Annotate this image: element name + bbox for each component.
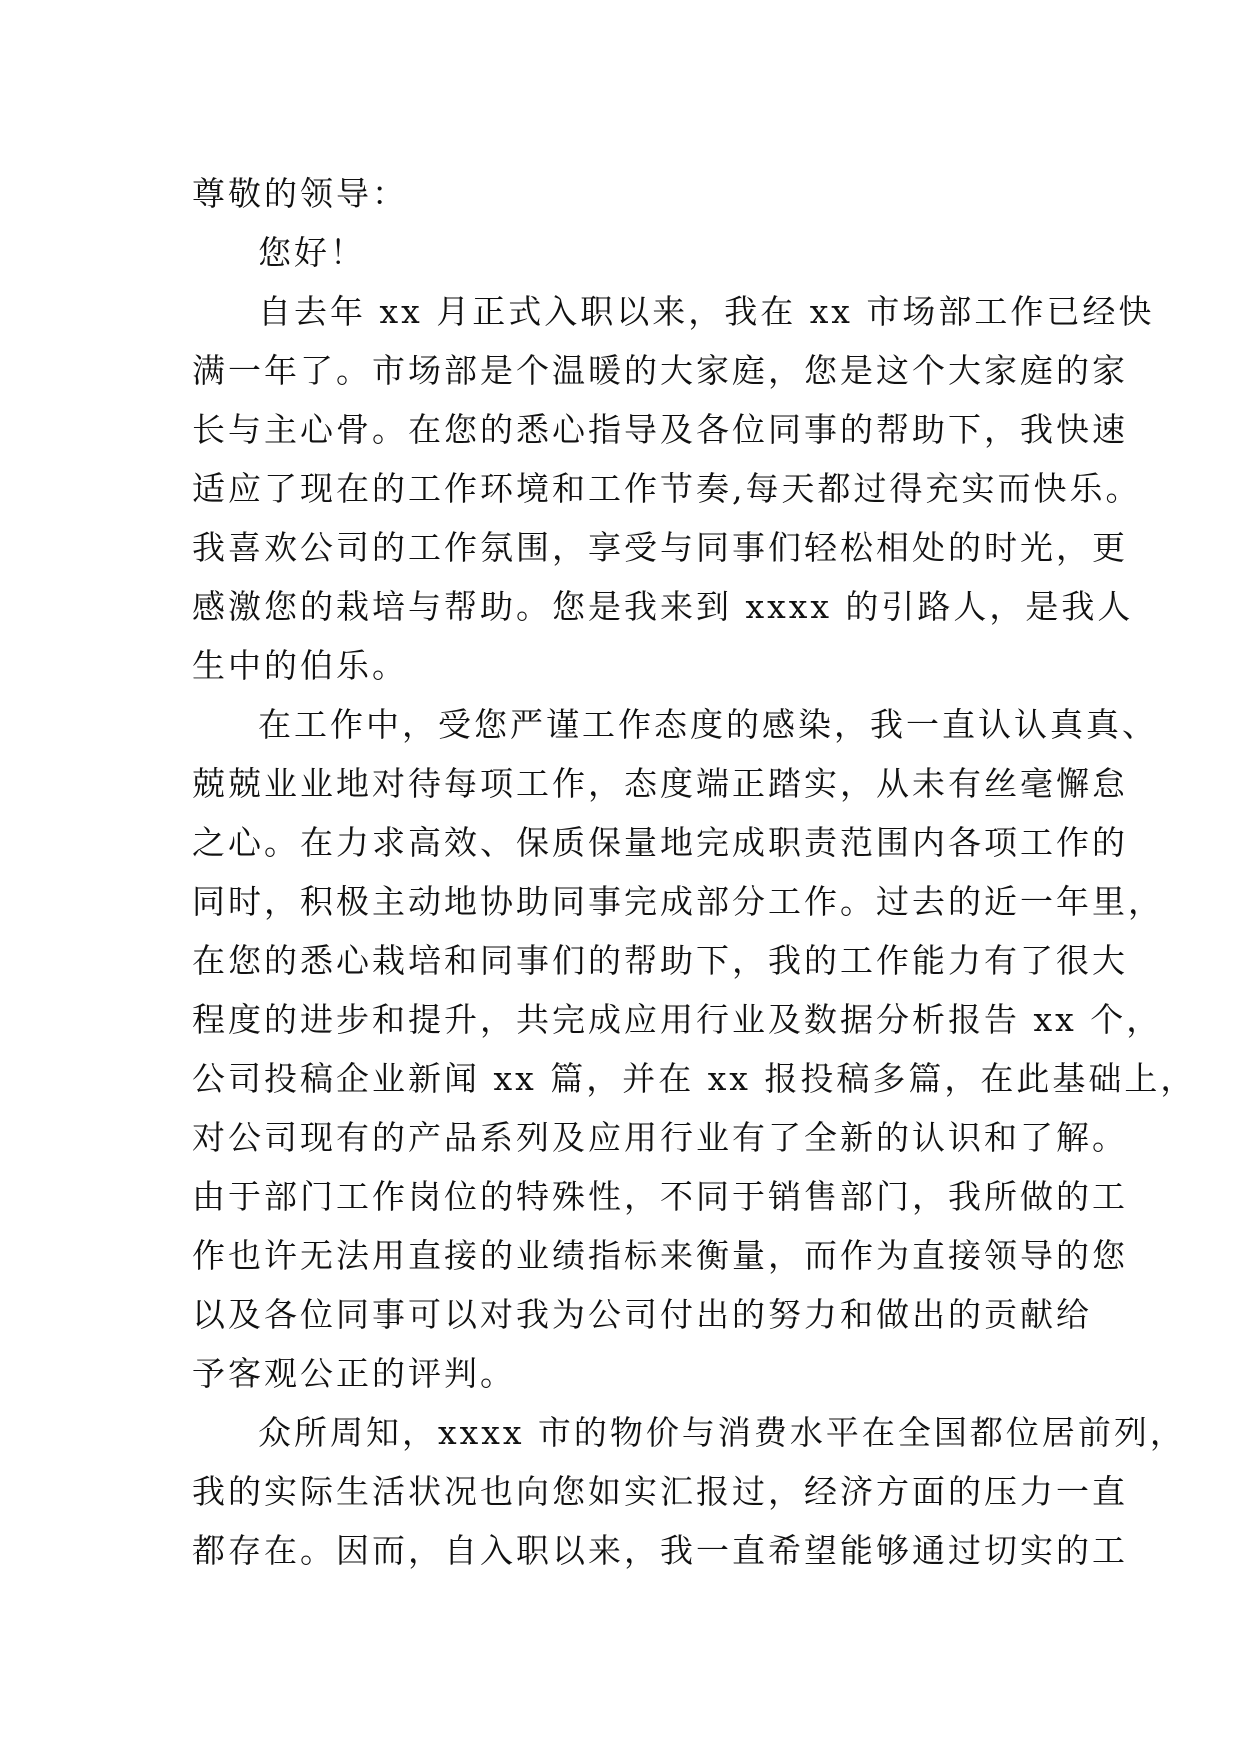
paragraph-3-line: 我的实际生活状况也向您如实汇报过，经济方面的压力一直 bbox=[192, 1472, 1128, 1511]
paragraph-2-line: 在您的悉心栽培和同事们的帮助下，我的工作能力有了很大 bbox=[192, 941, 1128, 980]
paragraph-2-line: 之心。在力求高效、保质保量地完成职责范围内各项工作的 bbox=[192, 823, 1128, 862]
paragraph-2-line: 由于部门工作岗位的特殊性，不同于销售部门，我所做的工 bbox=[192, 1177, 1128, 1216]
paragraph-2-line: 公司投稿企业新闻 xx 篇，并在 xx 报投稿多篇，在此基础上， bbox=[192, 1059, 1197, 1098]
paragraph-2-line: 对公司现有的产品系列及应用行业有了全新的认识和了解。 bbox=[192, 1118, 1128, 1157]
paragraph-1-line: 长与主心骨。在您的悉心指导及各位同事的帮助下，我快速 bbox=[192, 410, 1128, 449]
paragraph-1-line: 生中的伯乐。 bbox=[192, 646, 408, 685]
paragraph-1-line: 适应了现在的工作环境和工作节奏,每天都过得充实而快乐。 bbox=[192, 469, 1142, 508]
paragraph-1-line: 自去年 xx 月正式入职以来，我在 xx 市场部工作已经快 bbox=[258, 292, 1155, 331]
paragraph-1-line: 我喜欢公司的工作氛围，享受与同事们轻松相处的时光，更 bbox=[192, 528, 1128, 567]
paragraph-2-line: 兢兢业业地对待每项工作，态度端正踏实，从未有丝毫懈怠 bbox=[192, 764, 1128, 803]
paragraph-2-line: 程度的进步和提升，共完成应用行业及数据分析报告 xx 个， bbox=[192, 1000, 1163, 1039]
greeting: 尊敬的领导： bbox=[192, 174, 408, 213]
paragraph-2-line: 以及各位同事可以对我为公司付出的努力和做出的贡献给 bbox=[192, 1295, 1092, 1334]
salutation: 您好！ bbox=[258, 233, 366, 272]
paragraph-3-line: 都存在。因而，自入职以来，我一直希望能够通过切实的工 bbox=[192, 1531, 1128, 1570]
paragraph-1-line: 感激您的栽培与帮助。您是我来到 xxxx 的引路人，是我人 bbox=[192, 587, 1134, 626]
paragraph-3-line: 众所周知，xxxx 市的物价与消费水平在全国都位居前列， bbox=[258, 1413, 1186, 1452]
paragraph-1-line: 满一年了。市场部是个温暖的大家庭，您是这个大家庭的家 bbox=[192, 351, 1128, 390]
paragraph-2-line: 同时，积极主动地协助同事完成部分工作。过去的近一年里， bbox=[192, 882, 1164, 921]
letter-body bbox=[192, 164, 1197, 1580]
paragraph-2-line: 作也许无法用直接的业绩指标来衡量，而作为直接领导的您 bbox=[192, 1236, 1128, 1275]
paragraph-2-line: 在工作中，受您严谨工作态度的感染，我一直认认真真、 bbox=[258, 705, 1158, 744]
paragraph-2-line: 予客观公正的评判。 bbox=[192, 1354, 516, 1393]
